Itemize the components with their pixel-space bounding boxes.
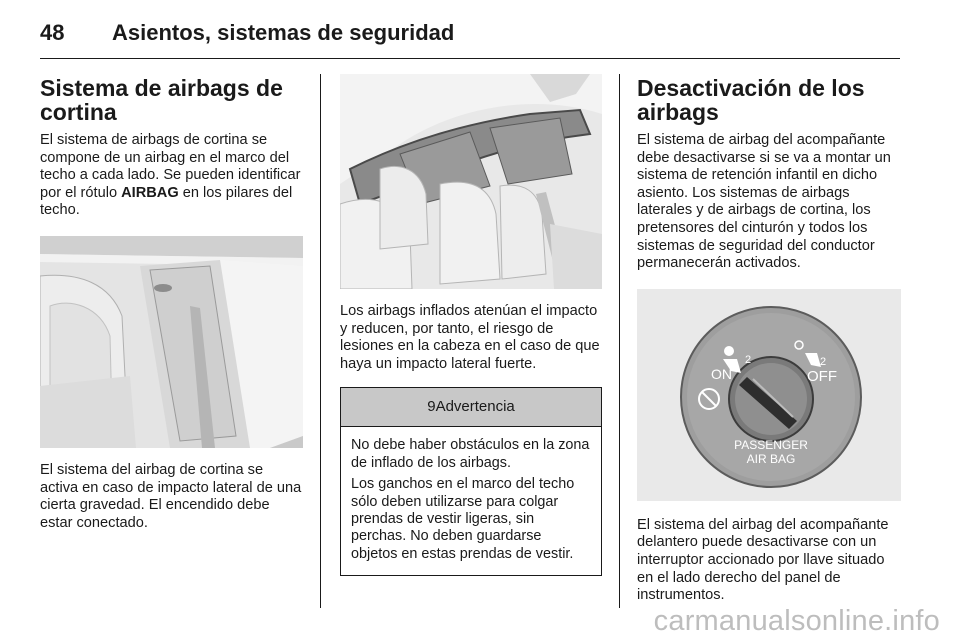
column-divider: [619, 74, 620, 608]
inflated-airbag-illustration: [340, 74, 602, 289]
warning-icon: 9: [427, 398, 436, 416]
column-airbag-deactivation: [637, 76, 903, 605]
deactivation-switch-text: El sistema del airbag del acompañante delantero puede desactivarse con un interruptor accionado por llave situado en el lado derecho del panel de instrumentos.: [637, 516, 889, 604]
warning-text-2: Los ganchos en el marco del techo sólo deben utilizarse para colgar prendas de vestir ligeras, sin perchas. No deben guardarse objetos en estas prendas de vestir.: [351, 476, 575, 562]
inflated-curtain-airbag-figure: [340, 74, 602, 289]
section-heading-curtain-airbags: Sistema de airbags de cortina: [40, 75, 283, 125]
intro-text-end: en los pilares del techo.: [40, 184, 293, 219]
page-header: [40, 14, 900, 60]
airbag-key-switch-illustration: [637, 289, 901, 501]
column-divider: [320, 74, 321, 608]
column-inflated-airbags: [340, 74, 602, 576]
column-curtain-airbags: [40, 76, 305, 532]
warning-text-1: No debe haber obstáculos en la zona de inflado de los airbags.: [351, 437, 590, 471]
page-number: 48: [40, 20, 65, 45]
passenger-airbag-switch-figure: [637, 289, 901, 501]
watermark: carmanualsonline.info: [653, 605, 940, 637]
running-title: Asientos, sistemas de seguridad: [112, 20, 455, 45]
header-rule: [40, 58, 900, 59]
pillar-airbag-figure: [40, 236, 303, 448]
switch-off-label: OFF: [807, 367, 837, 385]
section-heading-deactivation: Desactivación de los airbags: [637, 75, 865, 125]
intro-text: El sistema de airbags de cortina se compone de un airbag en el marco del techo a cada lado. Se pueden identificar por el rótulo: [40, 132, 301, 201]
warning-body: [341, 427, 601, 575]
switch-label-line2: AIR BAG: [746, 451, 796, 466]
warning-header: [341, 388, 601, 427]
switch-seat-number-off: 2: [820, 355, 827, 368]
warning-title: Advertencia: [435, 398, 515, 416]
switch-seat-number-on: 2: [745, 353, 752, 366]
inflated-airbags-text: Los airbags inflados atenúan el impacto y reducen, por tanto, el riesgo de lesiones en la cabeza en el caso de que haya un impacto lateral fuerte.: [340, 303, 600, 372]
airbag-label-term: AIRBAG: [121, 184, 179, 201]
curtain-airbags-activation: El sistema del airbag de cortina se activa en caso de impacto lateral de una cierta gravedad. El encendido debe estar conectado.: [40, 461, 302, 531]
curtain-airbags-intro: [40, 132, 305, 220]
deactivation-intro: El sistema de airbag del acompañante debe desactivarse si se va a montar un sistema de retención infantil en dicho asiento. Los sistemas de airbags laterales y de airbags de cortina, los pretensores del cinturón y todos los sistemas de seguridad del conductor permanecerán activados.: [637, 132, 891, 272]
pillar-illustration: [40, 236, 303, 448]
warning-box: [340, 387, 602, 576]
switch-on-label: ON: [711, 365, 732, 382]
switch-label-line1: PASSENGER: [734, 437, 808, 452]
